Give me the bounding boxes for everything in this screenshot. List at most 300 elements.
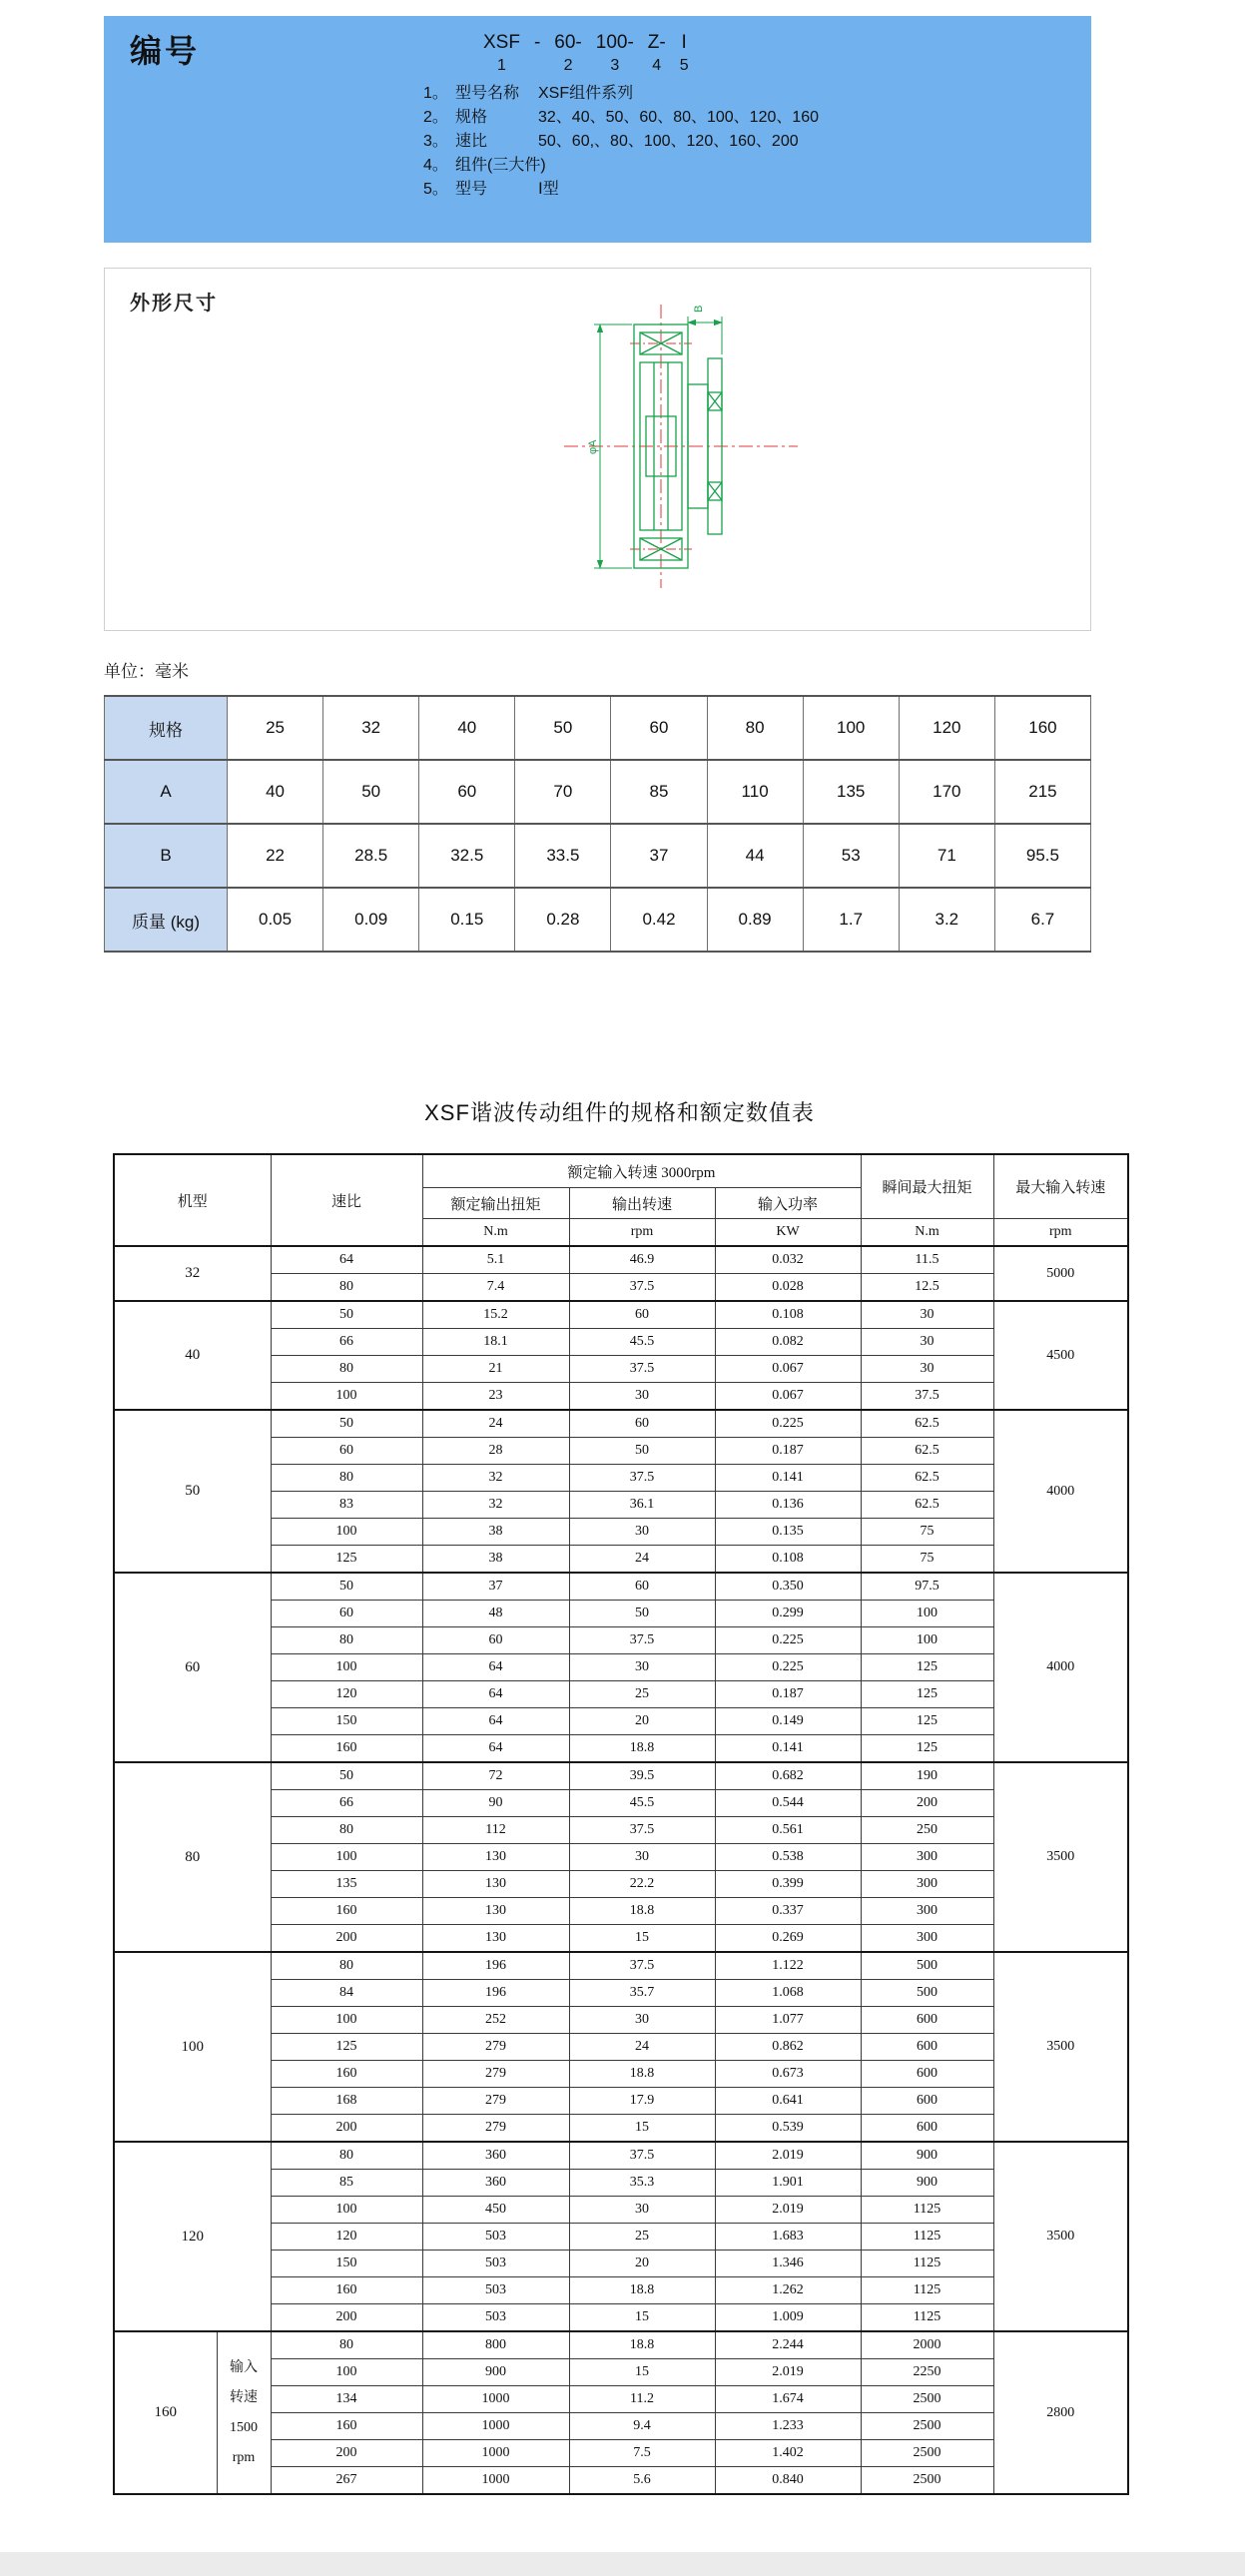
- rating-cell: 100: [271, 1383, 422, 1411]
- rating-cell: 279: [422, 2088, 569, 2115]
- rating-table: [113, 1153, 1129, 2495]
- rating-cell: 600: [861, 2115, 993, 2143]
- rating-cell: 200: [271, 2304, 422, 2332]
- rating-cell: 80: [271, 1952, 422, 1980]
- rating-cell: 35.7: [569, 1980, 715, 2007]
- rating-cell: 60: [271, 1601, 422, 1627]
- rating-cell: 50: [569, 1438, 715, 1465]
- rating-cell: 2500: [861, 2467, 993, 2495]
- size-cell: 32.5: [419, 824, 515, 888]
- rating-cell: 125: [861, 1654, 993, 1681]
- col-header-rated-input-speed: 额定输入转速 3000rpm: [422, 1154, 861, 1188]
- unit-nm: N.m: [422, 1219, 569, 1247]
- rating-cell: 130: [422, 1898, 569, 1925]
- rating-cell: 200: [271, 2440, 422, 2467]
- rating-cell: 503: [422, 2304, 569, 2332]
- model-cell: 50: [114, 1410, 271, 1573]
- size-table-body: [105, 696, 1091, 952]
- size-cell: 3.2: [899, 888, 994, 952]
- rating-cell: 1.009: [715, 2304, 861, 2332]
- size-row-header: B: [105, 824, 228, 888]
- rating-cell: 0.544: [715, 1790, 861, 1817]
- rating-cell: 0.149: [715, 1708, 861, 1735]
- rating-cell: 32: [422, 1465, 569, 1492]
- rating-cell: 37.5: [569, 1356, 715, 1383]
- model-cell: 80: [114, 1762, 271, 1952]
- unit-kw: KW: [715, 1219, 861, 1247]
- numbering-item-index: 5。: [423, 181, 448, 198]
- size-table-row: [105, 888, 1091, 952]
- model-sublabel-line: 输入: [230, 2359, 258, 2375]
- max-input-speed-cell: 4500: [993, 1301, 1128, 1410]
- unit-rpm-max: rpm: [993, 1219, 1128, 1247]
- size-cell: 0.89: [707, 888, 803, 952]
- col-header-model: 机型: [114, 1154, 271, 1246]
- model-cell: 32: [114, 1246, 271, 1301]
- rating-cell: 0.538: [715, 1844, 861, 1871]
- rating-cell: 30: [569, 1519, 715, 1546]
- rating-cell: 5.1: [422, 1246, 569, 1274]
- rating-cell: 15: [569, 2115, 715, 2143]
- rating-cell: 23: [422, 1383, 569, 1411]
- numbering-item-value: 32、40、50、60、80、100、120、160: [538, 109, 820, 126]
- rating-cell: 37.5: [569, 2142, 715, 2170]
- model-code-digit: 1: [497, 57, 506, 74]
- model-cell: 120: [114, 2142, 271, 2331]
- rating-cell: 20: [569, 2251, 715, 2277]
- rating-cell: 2.019: [715, 2142, 861, 2170]
- rating-cell: 17.9: [569, 2088, 715, 2115]
- size-row-header: 质量 (kg): [105, 888, 228, 952]
- size-cell: 135: [803, 760, 899, 824]
- rating-cell: 150: [271, 2251, 422, 2277]
- rating-cell: 50: [271, 1301, 422, 1329]
- size-cell: 80: [707, 696, 803, 760]
- rating-cell: 279: [422, 2034, 569, 2061]
- rating-cell: 125: [861, 1681, 993, 1708]
- rating-cell: 7.5: [569, 2440, 715, 2467]
- rating-cell: 60: [569, 1301, 715, 1329]
- rating-cell: 18.8: [569, 2331, 715, 2359]
- size-cell: 28.5: [323, 824, 419, 888]
- rating-cell: 35.3: [569, 2170, 715, 2197]
- size-cell: 95.5: [994, 824, 1090, 888]
- rating-cell: 196: [422, 1952, 569, 1980]
- size-cell: 0.09: [323, 888, 419, 952]
- rating-cell: 100: [271, 2007, 422, 2034]
- rating-cell: 1.068: [715, 1980, 861, 2007]
- rating-cell: 15: [569, 2304, 715, 2332]
- size-cell: 160: [994, 696, 1090, 760]
- rating-cell: 450: [422, 2197, 569, 2224]
- col-header-peak-torque: 瞬间最大扭矩: [861, 1154, 993, 1219]
- rating-cell: 1.901: [715, 2170, 861, 2197]
- size-cell: 40: [419, 696, 515, 760]
- rating-cell: 0.141: [715, 1735, 861, 1763]
- rating-cell: 0.187: [715, 1438, 861, 1465]
- numbering-item: [423, 82, 819, 106]
- rating-cell: 0.539: [715, 2115, 861, 2143]
- rating-cell: 130: [422, 1844, 569, 1871]
- rating-cell: 30: [569, 2197, 715, 2224]
- rating-cell: 1000: [422, 2467, 569, 2495]
- max-input-speed-cell: 3500: [993, 1952, 1128, 2142]
- rating-cell: 80: [271, 1465, 422, 1492]
- rating-cell: 1125: [861, 2224, 993, 2251]
- rating-cell: 50: [271, 1410, 422, 1438]
- rating-cell: 360: [422, 2170, 569, 2197]
- size-cell: 60: [611, 696, 707, 760]
- rating-cell: 1.077: [715, 2007, 861, 2034]
- rating-cell: 80: [271, 2142, 422, 2170]
- rating-cell: 2000: [861, 2331, 993, 2359]
- rating-cell: 9.4: [569, 2413, 715, 2440]
- rating-cell: 112: [422, 1817, 569, 1844]
- outline-dimensions-title: 外形尺寸: [130, 293, 218, 315]
- numbering-item-index: 2。: [423, 109, 448, 126]
- size-cell: 120: [899, 696, 994, 760]
- size-row-header: A: [105, 760, 228, 824]
- model-code-token: [483, 32, 520, 75]
- numbering-item: [423, 178, 819, 202]
- rating-cell: 66: [271, 1329, 422, 1356]
- rating-cell: 267: [271, 2467, 422, 2495]
- rating-cell: 15.2: [422, 1301, 569, 1329]
- rating-cell: 0.187: [715, 1681, 861, 1708]
- size-cell: 71: [899, 824, 994, 888]
- rating-cell: 160: [271, 1735, 422, 1763]
- rating-cell: 80: [271, 2331, 422, 2359]
- numbering-item-index: 4。: [423, 157, 448, 174]
- rating-cell: 0.136: [715, 1492, 861, 1519]
- rating-cell: 60: [569, 1573, 715, 1601]
- rating-cell: 30: [861, 1329, 993, 1356]
- col-header-ratio: 速比: [271, 1154, 422, 1246]
- max-input-speed-cell: 3500: [993, 2142, 1128, 2331]
- numbering-item-label: 组件(三大件): [455, 157, 546, 174]
- rating-cell: 0.641: [715, 2088, 861, 2115]
- rating-cell: 2500: [861, 2386, 993, 2413]
- model-cell: 60: [114, 1573, 271, 1762]
- rating-cell: 50: [271, 1573, 422, 1601]
- rating-cell: 1.346: [715, 2251, 861, 2277]
- rating-cell: 64: [271, 1246, 422, 1274]
- rating-cell: 18.8: [569, 1735, 715, 1763]
- numbering-panel: [104, 16, 1091, 243]
- size-cell: 215: [994, 760, 1090, 824]
- rating-cell: 125: [861, 1708, 993, 1735]
- rating-row: [114, 1301, 1128, 1329]
- rating-cell: 300: [861, 1898, 993, 1925]
- rating-cell: 37.5: [569, 1274, 715, 1302]
- harmonic-drive-section-drawing: [556, 297, 806, 596]
- rating-cell: 125: [271, 2034, 422, 2061]
- rating-cell: 30: [569, 1383, 715, 1411]
- rating-cell: 503: [422, 2251, 569, 2277]
- rating-cell: 100: [271, 2197, 422, 2224]
- rating-cell: 18.8: [569, 1898, 715, 1925]
- rating-cell: 62.5: [861, 1465, 993, 1492]
- rating-cell: 1125: [861, 2277, 993, 2304]
- rating-cell: 279: [422, 2061, 569, 2088]
- model-cell: 160: [114, 2331, 217, 2494]
- rating-cell: 36.1: [569, 1492, 715, 1519]
- rating-cell: 300: [861, 1871, 993, 1898]
- rating-cell: 196: [422, 1980, 569, 2007]
- rating-cell: 75: [861, 1519, 993, 1546]
- rating-cell: 160: [271, 2061, 422, 2088]
- rating-cell: 0.682: [715, 1762, 861, 1790]
- rating-cell: 600: [861, 2007, 993, 2034]
- size-cell: 50: [323, 760, 419, 824]
- rating-cell: 0.673: [715, 2061, 861, 2088]
- model-code-block: [483, 32, 689, 75]
- size-cell: 85: [611, 760, 707, 824]
- rating-cell: 800: [422, 2331, 569, 2359]
- model-code-token: [648, 32, 666, 75]
- model-code-digit: 5: [679, 57, 689, 74]
- rating-cell: 5.6: [569, 2467, 715, 2495]
- numbering-item-value: 50、60,、80、100、120、160、200: [538, 133, 799, 150]
- rating-cell: 300: [861, 1925, 993, 1953]
- rating-cell: 279: [422, 2115, 569, 2143]
- model-sublabel-line: 1500: [230, 2419, 258, 2435]
- model-sublabel-cell: [217, 2331, 271, 2494]
- rating-cell: 72: [422, 1762, 569, 1790]
- rating-cell: 24: [569, 2034, 715, 2061]
- rating-cell: 37.5: [569, 1952, 715, 1980]
- size-table-row: [105, 824, 1091, 888]
- rating-row: [114, 2331, 1128, 2359]
- rating-cell: 85: [271, 2170, 422, 2197]
- size-cell: 60: [419, 760, 515, 824]
- rating-cell: 2500: [861, 2413, 993, 2440]
- rating-cell: 30: [569, 2007, 715, 2034]
- rating-cell: 30: [569, 1844, 715, 1871]
- rating-row: [114, 1246, 1128, 1274]
- rating-cell: 0.337: [715, 1898, 861, 1925]
- model-code-segment: 100-: [595, 32, 634, 53]
- rating-cell: 100: [271, 1654, 422, 1681]
- col-header-output-speed: 输出转速: [569, 1188, 715, 1219]
- size-table-row: [105, 760, 1091, 824]
- col-header-output-torque: 额定输出扭矩: [422, 1188, 569, 1219]
- rating-cell: 900: [861, 2142, 993, 2170]
- dimension-b-label: B: [693, 305, 705, 313]
- rating-cell: 38: [422, 1519, 569, 1546]
- rating-cell: 600: [861, 2088, 993, 2115]
- rating-cell: 1000: [422, 2386, 569, 2413]
- size-cell: 22: [228, 824, 323, 888]
- rating-cell: 500: [861, 1980, 993, 2007]
- rating-cell: 15: [569, 1925, 715, 1953]
- rating-cell: 252: [422, 2007, 569, 2034]
- rating-cell: 130: [422, 1871, 569, 1898]
- rating-cell: 80: [271, 1274, 422, 1302]
- size-cell: 0.28: [515, 888, 611, 952]
- rating-table-title: XSF谐波传动组件的规格和额定数值表: [424, 1100, 815, 1125]
- numbering-item: [423, 130, 819, 154]
- size-table: [104, 695, 1091, 953]
- unit-note: 单位：毫米: [104, 662, 189, 681]
- size-cell: 40: [228, 760, 323, 824]
- rating-cell: 0.225: [715, 1627, 861, 1654]
- size-cell: 1.7: [803, 888, 899, 952]
- size-cell: 100: [803, 696, 899, 760]
- rating-row: [114, 2142, 1128, 2170]
- model-code-row: [483, 32, 689, 75]
- rating-cell: 1000: [422, 2413, 569, 2440]
- size-cell: 110: [707, 760, 803, 824]
- rating-cell: 0.082: [715, 1329, 861, 1356]
- size-cell: 25: [228, 696, 323, 760]
- model-code-digit: 3: [610, 57, 620, 74]
- rating-cell: 12.5: [861, 1274, 993, 1302]
- model-code-segment: I: [681, 32, 687, 53]
- outline-dimensions-panel: [104, 268, 1091, 631]
- rating-row: [114, 1573, 1128, 1601]
- numbering-item-label: 规格: [455, 109, 488, 126]
- rating-cell: 64: [422, 1708, 569, 1735]
- max-input-speed-cell: 4000: [993, 1410, 1128, 1573]
- model-code-segment: XSF: [483, 32, 520, 53]
- size-cell: 33.5: [515, 824, 611, 888]
- rating-cell: 100: [271, 1519, 422, 1546]
- numbering-item-index: 3。: [423, 133, 448, 150]
- rating-cell: 38: [422, 1546, 569, 1574]
- rating-cell: 1.683: [715, 2224, 861, 2251]
- rating-cell: 600: [861, 2061, 993, 2088]
- rating-cell: 150: [271, 1708, 422, 1735]
- rating-cell: 32: [422, 1492, 569, 1519]
- rating-cell: 46.9: [569, 1246, 715, 1274]
- rating-row: [114, 1952, 1128, 1980]
- rating-cell: 600: [861, 2034, 993, 2061]
- rating-cell: 1125: [861, 2197, 993, 2224]
- rating-cell: 2.019: [715, 2197, 861, 2224]
- rating-cell: 60: [422, 1627, 569, 1654]
- numbering-item-label: 速比: [455, 133, 488, 150]
- rating-cell: 18.1: [422, 1329, 569, 1356]
- rating-cell: 100: [271, 1844, 422, 1871]
- rating-cell: 900: [422, 2359, 569, 2386]
- size-cell: 44: [707, 824, 803, 888]
- model-code-token: [596, 32, 634, 75]
- rating-cell: 0.067: [715, 1356, 861, 1383]
- rating-cell: 7.4: [422, 1274, 569, 1302]
- rating-cell: 45.5: [569, 1329, 715, 1356]
- rating-cell: 503: [422, 2224, 569, 2251]
- rating-cell: 64: [422, 1654, 569, 1681]
- rating-cell: 50: [569, 1601, 715, 1627]
- rating-cell: 125: [861, 1735, 993, 1763]
- numbering-item-value: Ⅰ型: [538, 181, 559, 198]
- rating-cell: 0.135: [715, 1519, 861, 1546]
- rating-cell: 1125: [861, 2251, 993, 2277]
- rating-cell: 39.5: [569, 1762, 715, 1790]
- rating-cell: 37.5: [861, 1383, 993, 1411]
- rating-cell: 0.032: [715, 1246, 861, 1274]
- size-cell: 50: [515, 696, 611, 760]
- rating-cell: 45.5: [569, 1790, 715, 1817]
- model-sublabel-line: rpm: [232, 2449, 256, 2465]
- rating-cell: 0.067: [715, 1383, 861, 1411]
- rating-cell: 62.5: [861, 1438, 993, 1465]
- rating-cell: 120: [271, 1681, 422, 1708]
- rating-cell: 0.225: [715, 1654, 861, 1681]
- rating-cell: 0.350: [715, 1573, 861, 1601]
- rating-cell: 80: [271, 1817, 422, 1844]
- rating-cell: 100: [861, 1601, 993, 1627]
- model-code-token: [534, 32, 540, 75]
- size-cell: 37: [611, 824, 707, 888]
- numbering-item-label: 型号: [455, 181, 488, 198]
- rating-cell: 0.225: [715, 1410, 861, 1438]
- rating-cell: 62.5: [861, 1492, 993, 1519]
- rating-cell: 1.233: [715, 2413, 861, 2440]
- rating-cell: 1.402: [715, 2440, 861, 2467]
- rating-cell: 200: [861, 1790, 993, 1817]
- dimension-b: [688, 317, 722, 380]
- rating-row: [114, 1762, 1128, 1790]
- rating-cell: 160: [271, 2277, 422, 2304]
- rating-cell: 2.019: [715, 2359, 861, 2386]
- rating-cell: 64: [422, 1681, 569, 1708]
- rating-cell: 20: [569, 1708, 715, 1735]
- rating-cell: 90: [422, 1790, 569, 1817]
- rating-cell: 190: [861, 1762, 993, 1790]
- rating-cell: 37.5: [569, 1465, 715, 1492]
- rating-cell: 83: [271, 1492, 422, 1519]
- rating-cell: 0.399: [715, 1871, 861, 1898]
- rating-cell: 1.262: [715, 2277, 861, 2304]
- model-code-digit: 4: [652, 57, 662, 74]
- rating-cell: 0.141: [715, 1465, 861, 1492]
- numbering-item-value: XSF组件系列: [538, 85, 634, 102]
- size-cell: 6.7: [994, 888, 1090, 952]
- rating-cell: 1125: [861, 2304, 993, 2332]
- rating-cell: 60: [569, 1410, 715, 1438]
- rating-cell: 22.2: [569, 1871, 715, 1898]
- size-cell: 0.42: [611, 888, 707, 952]
- rating-cell: 18.8: [569, 2061, 715, 2088]
- size-cell: 170: [899, 760, 994, 824]
- rating-cell: 250: [861, 1817, 993, 1844]
- numbering-list: [423, 82, 819, 202]
- max-input-speed-cell: 4000: [993, 1573, 1128, 1762]
- rating-cell: 24: [422, 1410, 569, 1438]
- model-code-segment: Z-: [647, 32, 666, 53]
- rating-cell: 30: [861, 1356, 993, 1383]
- rating-cell: 1.674: [715, 2386, 861, 2413]
- size-row-header: 规格: [105, 696, 228, 760]
- size-cell: 0.15: [419, 888, 515, 952]
- rating-cell: 50: [271, 1762, 422, 1790]
- rating-cell: 135: [271, 1871, 422, 1898]
- rating-cell: 62.5: [861, 1410, 993, 1438]
- rating-cell: 80: [271, 1356, 422, 1383]
- rating-cell: 300: [861, 1844, 993, 1871]
- model-cell: 100: [114, 1952, 271, 2142]
- rating-cell: 500: [861, 1952, 993, 1980]
- rating-cell: 11.2: [569, 2386, 715, 2413]
- rating-cell: 11.5: [861, 1246, 993, 1274]
- rating-cell: 2250: [861, 2359, 993, 2386]
- rating-cell: 2500: [861, 2440, 993, 2467]
- rating-cell: 120: [271, 2224, 422, 2251]
- max-input-speed-cell: 3500: [993, 1762, 1128, 1952]
- rating-table-body: [114, 1246, 1128, 2494]
